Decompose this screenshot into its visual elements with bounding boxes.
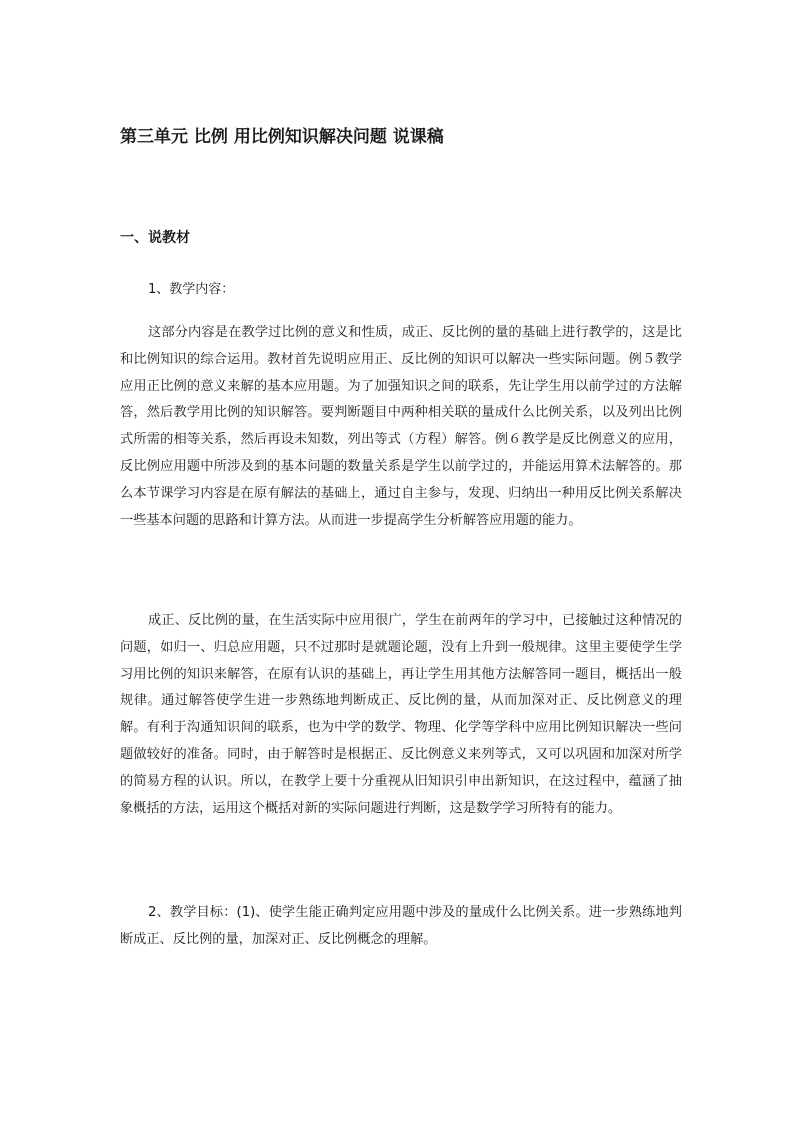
section-heading: 一、说教材 bbox=[120, 230, 190, 246]
paragraph: 2、教学目标：(1)、使学生能正确判定应用题中涉及的量成什么比例关系。进一步熟练地判断成正、反比例的量，加深对正、反比例概念的理解。 bbox=[120, 905, 682, 947]
paragraph: 这部分内容是在教学过比例的意义和性质，成正、反比例的量的基础上进行教学的，这是比和比例知识的综合运用。教材首先说明应用正、反比例的知识可以解决一些实际问题。例５教学应用正比例的意义来解的基本应用题。为了加强知识之间的联系，先让学生用以前学过的方法解答，然后教学用比例的知识解答。要判断题目中两种相关联的量成什么比例关系，以及列出比例式所需的相等关系，然后再设未知数，列出等式（方程）解答。例６教学是反比例意义的应用，反比例应用题中所涉及到的基本问题的数量关系是学生以前学过的，并能运用算术法解答的。那么本节课学习内容是在原有解法的基础上，通过自主参与，发现、归纳出一种用反比例关系解决一些基本问题的思路和计算方法。从而进一步提高学生分析解答应用题的能力。 bbox=[120, 325, 682, 528]
page-title: 第三单元 比例 用比例知识解决问题 说课稿 bbox=[120, 127, 444, 147]
paragraph: 成正、反比例的量，在生活实际中应用很广，学生在前两年的学习中，已接触过这种情况的问题，如归一、归总应用题，只不过那时是就题论题，没有上升到一般规律。这里主要使学生学习用比例的知识来解答，在原有认识的基础上，再让学生用其他方法解答同一题目，概括出一般规律。通过解答使学生进一步熟练地判断成正、反比例的量，从而加深对正、反比例意义的理解。有利于沟通知识间的联系，也为中学的数学、物理、化学等学科中应用比例知识解决一些问题做较好的准备。同时，由于解答时是根据正、反比例意义来列等式，又可以巩固和加深对所学的简易方程的认识。所以，在教学上要十分重视从旧知识引申出新知识，在这过程中，蕴涵了抽象概括的方法，运用这个概括对新的实际问题进行判断，这是数学学习所特有的能力。 bbox=[120, 613, 682, 816]
item-heading: 1、教学内容： bbox=[148, 282, 235, 297]
